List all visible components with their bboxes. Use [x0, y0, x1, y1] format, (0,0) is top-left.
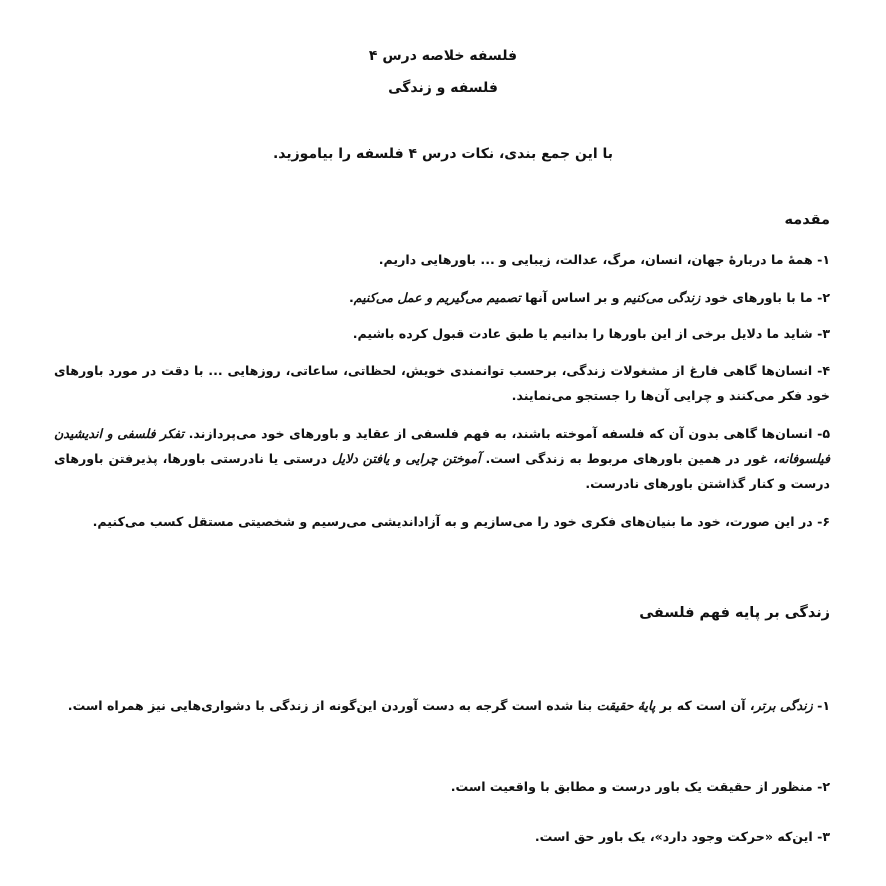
document-subtitle: فلسفه و زندگی: [388, 80, 498, 96]
paragraph-1-3: ۳- شاید ما دلایل برخی از این باورها را بدانیم یا طبق عادت قبول کرده باشیم.: [352, 326, 830, 341]
text-span: .: [348, 290, 354, 305]
text-span: ۲- ما با باورهای خود: [700, 290, 830, 305]
document-title: فلسفه خلاصه درس ۴: [368, 48, 518, 64]
text-span: درستی یا نادرستی باورها، پذیرفتن باورهای درست و کنار گذاشتن باورهای نادرست.: [54, 451, 830, 491]
emphasis-span: تفکر فلسفی و اندیشیدن فیلسوفانه: [54, 426, 831, 466]
section-heading-life-philosophy: زندگی بر پایه فهم فلسفی: [639, 605, 830, 621]
emphasis-span: آموختن چرایی و یافتن دلایل: [332, 451, 481, 466]
paragraph-1-2: [54, 285, 830, 310]
text-span: ، آن است که بر: [655, 698, 755, 713]
paragraph-2-1: [54, 688, 830, 724]
emphasis-span: زندگی می‌کنیم: [623, 290, 701, 305]
text-span: و بر اساس آنها: [520, 290, 624, 305]
paragraph-1-1: ۱- همهٔ ما دربارهٔ جهان، انسان، مرگ، عدالت، زیبایی و ... باورهایی داریم.: [378, 252, 830, 267]
paragraph-2-2: ۲- منظور از حقیقت یک باور درست و مطابق با واقعیت است.: [450, 779, 830, 794]
paragraph-1-4: ۴- انسان‌ها گاهی فارغ از مشغولات زندگی، برحسب توانمندی خویش، لحظاتی، ساعاتی، روزهایی ... با دقت در مورد باورهای خود فکر می‌کنند و چرایی آن‌ها را جستجو می‌نمایند.: [54, 363, 830, 403]
text-span: ، غور در همین باورهای مربوط به زندگی است.: [480, 451, 779, 466]
text-span: ۱-: [812, 698, 830, 713]
emphasis-span: زندگی برتر: [754, 698, 813, 713]
paragraph-1-6: ۶- در این صورت، خود ما بنیان‌های فکری خود را می‌سازیم و به آزاداندیشی می‌رسیم و شخصیتی مستقل کسب می‌کنیم.: [92, 514, 830, 529]
emphasis-span: تصمیم می‌گیریم و عمل می‌کنیم: [353, 290, 521, 305]
section-heading-introduction: مقدمه: [784, 212, 830, 228]
text-span: ۵- انسان‌ها گاهی بدون آن که فلسفه آموخته باشند، به فهم فلسفی از عقاید و باورهای خود می‌پردازند.: [183, 426, 830, 441]
paragraph-1-5: [54, 421, 830, 496]
emphasis-span: پایهٔ حقیقت: [596, 698, 656, 713]
paragraph-2-3: ۳- این‌که «حرکت وجود دارد»، یک باور حق است.: [534, 829, 830, 844]
text-span: بنا شده است گرجه به دست آوردن این‌گونه از زندگی با دشواری‌هایی نیز همراه است.: [67, 698, 597, 713]
intro-text: با این جمع بندی، نکات درس ۴ فلسفه را بیاموزید.: [272, 146, 614, 162]
